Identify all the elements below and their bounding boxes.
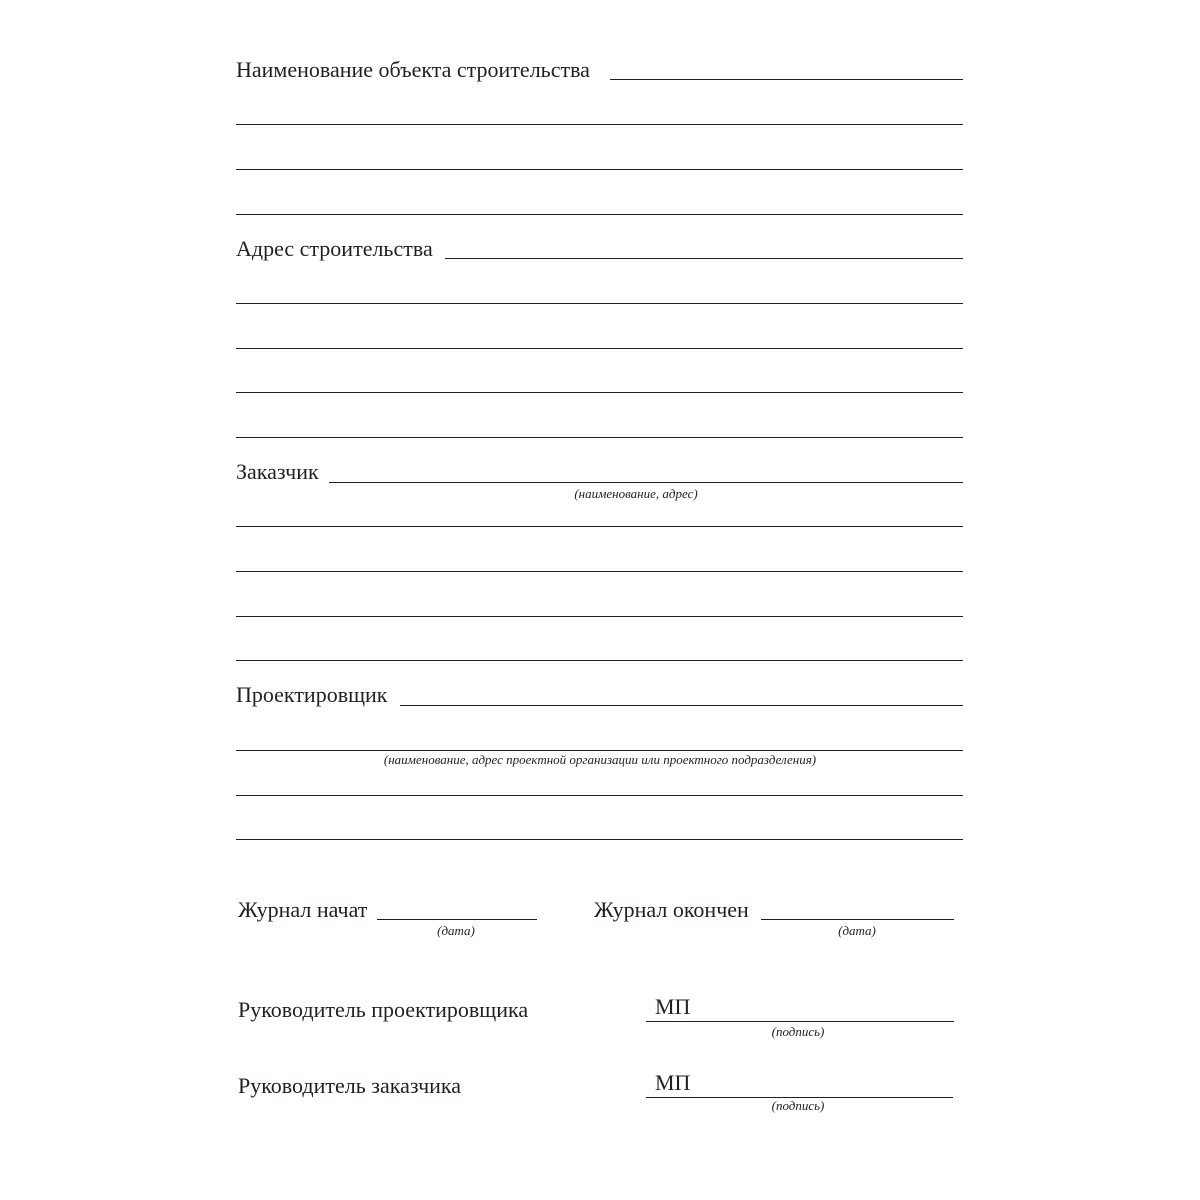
- object-name-field-line-2[interactable]: [236, 124, 963, 125]
- journal-started-label: Журнал начат: [238, 897, 368, 922]
- designer-field-line-3[interactable]: [236, 795, 963, 796]
- address-field-line-1[interactable]: [445, 258, 963, 259]
- object-name-field-line-1[interactable]: [610, 79, 963, 80]
- customer-caption: (наименование, адрес): [574, 486, 698, 501]
- journal-started-date-line[interactable]: [377, 919, 537, 920]
- designer-head-signature-caption: (подпись): [771, 1024, 825, 1039]
- journal-started-caption: (дата): [437, 923, 475, 938]
- journal-finished-caption: (дата): [838, 923, 876, 938]
- object-name-label: Наименование объекта строительства: [236, 57, 590, 82]
- address-label: Адрес строительства: [236, 236, 433, 261]
- designer-label: Проектировщик: [236, 682, 388, 707]
- customer-field-line-2[interactable]: [236, 526, 963, 527]
- designer-head-stamp-mark: МП: [655, 994, 691, 1019]
- object-name-field-line-3[interactable]: [236, 169, 963, 170]
- designer-head-signature-line[interactable]: [646, 1021, 954, 1022]
- customer-head-label: Руководитель заказчика: [238, 1073, 462, 1098]
- address-field-line-2[interactable]: [236, 303, 963, 304]
- customer-label: Заказчик: [236, 459, 319, 484]
- address-field-line-3[interactable]: [236, 348, 963, 349]
- address-field-line-4[interactable]: [236, 392, 963, 393]
- journal-finished-label: Журнал окончен: [594, 897, 749, 922]
- address-field-line-5[interactable]: [236, 437, 963, 438]
- designer-caption: (наименование, адрес проектной организации или проектного подразделения): [383, 752, 817, 767]
- customer-head-signature-caption: (подпись): [771, 1098, 825, 1113]
- customer-field-line-5[interactable]: [236, 660, 963, 661]
- designer-head-label: Руководитель проектировщика: [238, 997, 529, 1022]
- designer-field-line-2[interactable]: [236, 750, 963, 751]
- journal-finished-date-line[interactable]: [761, 919, 954, 920]
- designer-field-line-1[interactable]: [400, 705, 963, 706]
- designer-field-line-4[interactable]: [236, 839, 963, 840]
- customer-field-line-3[interactable]: [236, 571, 963, 572]
- customer-head-stamp-mark: МП: [655, 1070, 691, 1095]
- customer-field-line-4[interactable]: [236, 616, 963, 617]
- customer-field-line-1[interactable]: [329, 482, 963, 483]
- object-name-field-line-4[interactable]: [236, 214, 963, 215]
